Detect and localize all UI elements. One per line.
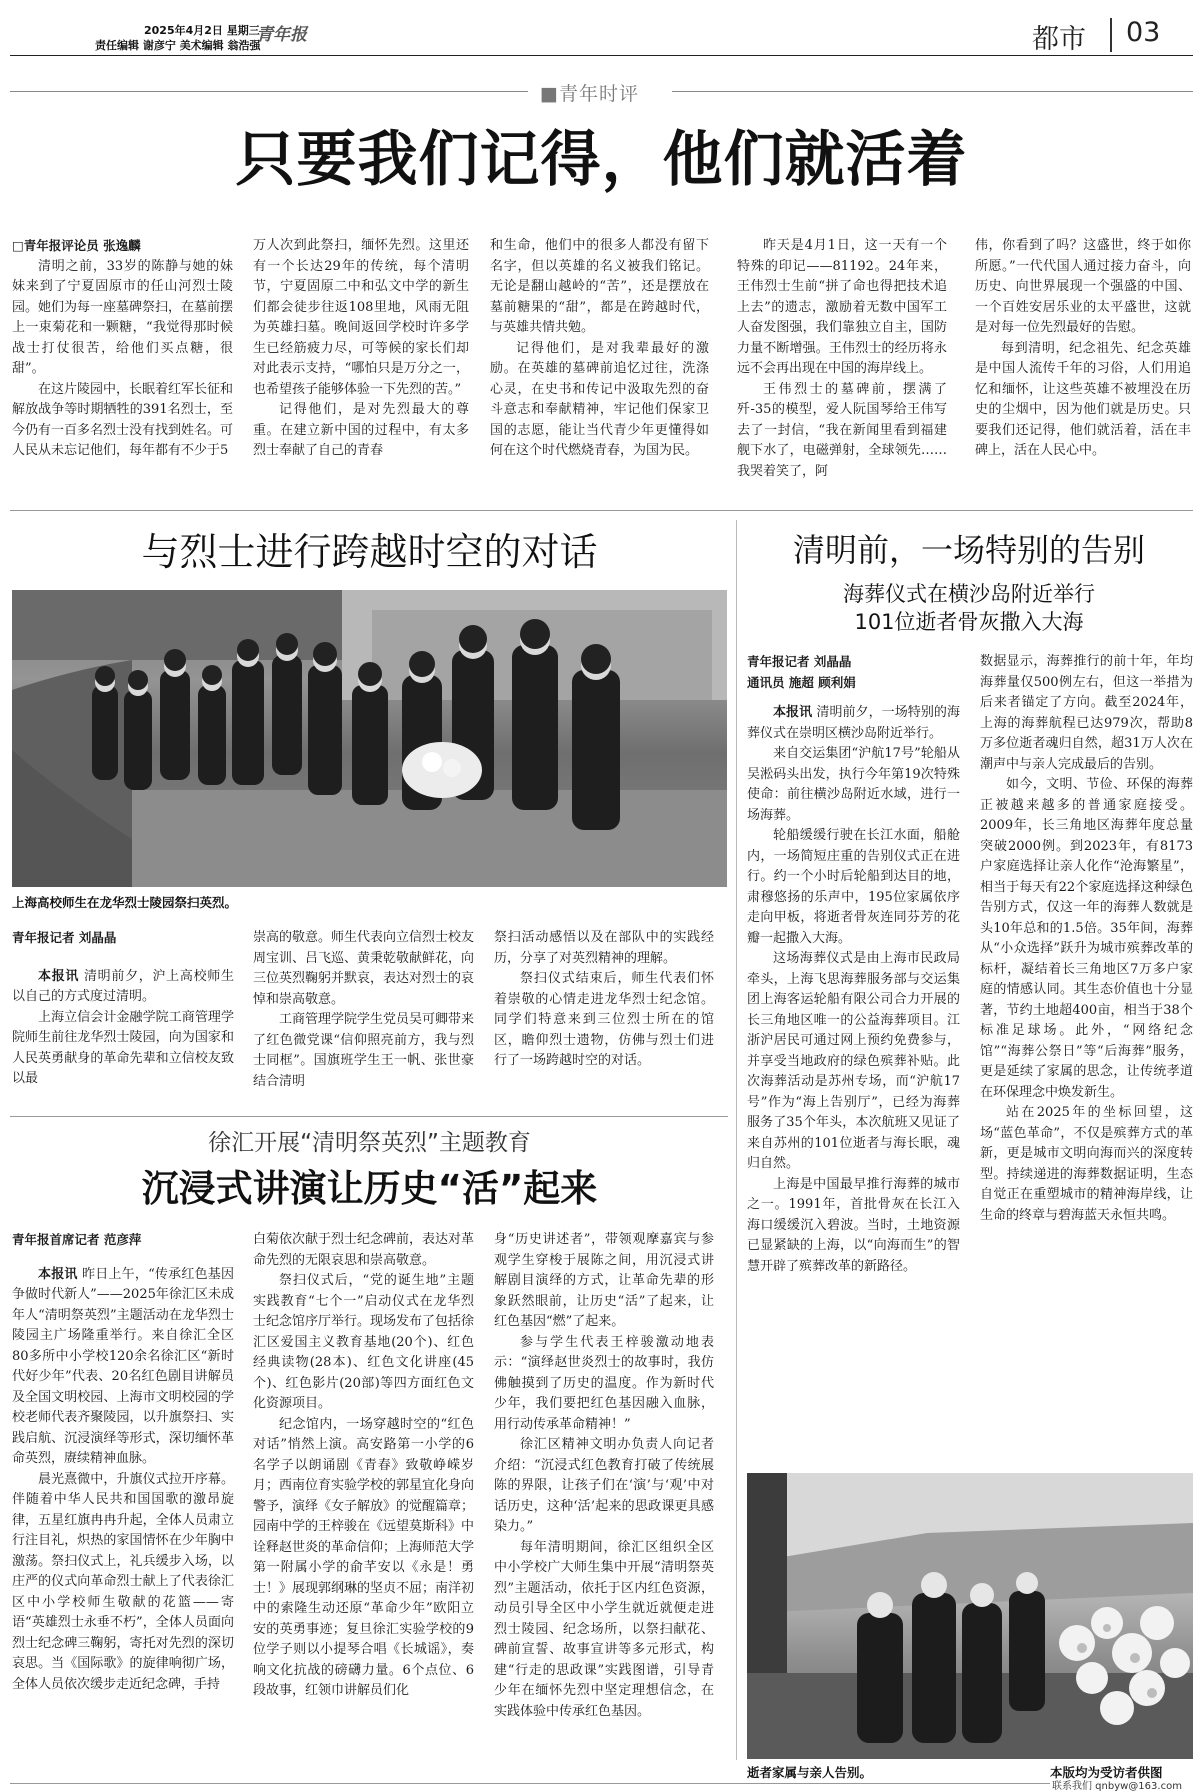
sea-burial-photo xyxy=(747,1473,1193,1759)
xuhui-paragraph: 参与学生代表王梓骏激动地表示：“演绎赵世炎烈士的故事时，我仿佛触摸到了历史的温度。作为新时代少年，我们要把红色基因融入血脉，用行动传承革命精神！” xyxy=(494,1334,714,1432)
sea-burial-byline-2: 通讯员 施超 顾利娟 xyxy=(747,674,856,690)
commentary-headline: 只要我们记得，他们就活着 xyxy=(235,125,968,195)
footer-rule xyxy=(10,1783,1050,1784)
kicker-rule-right xyxy=(672,91,1193,92)
dialogue-paragraph xyxy=(12,967,234,1008)
sea-burial-paragraph: 站在2025年的坐标回望，这场“蓝色革命”，不仅是殡葬方式的革新，更是城市文明向海而兴的深度转型。持续递进的海葬数据证明，生态自觉正在重塑城市的精神海岸线，让生命的终章与碧海蓝天永恒共鸣。 xyxy=(980,1105,1193,1223)
section-title: 都市 xyxy=(1032,24,1086,55)
commentary-paragraph: 清明之前，33岁的陈静与她的妹妹来到了宁夏固原市的任山河烈士陵园。她们为每一座墓碑祭扫，在墓前摆上一束菊花和一颗糖，“我觉得那时候战士打仗很苦，给他们买点糖，很甜”。 xyxy=(12,258,233,376)
xuhui-text: 昨日上午，“传承红色基因 争做时代新人”——2025年徐汇区未成年人“清明祭英烈”主题活动在龙华烈士陵园主广场隆重举行。来自徐汇全区80多所中小学校120余名徐汇区“新时代好少年”代表、20名红色剧目讲解员及全国文明校园、上海市文明校园的学校老师代表齐聚陵园，以升旗祭扫、实践启航、沉浸演绎等形式，深切缅怀革命英烈，赓续精神血脉。 xyxy=(12,1266,234,1466)
sea-burial-column-2 xyxy=(980,652,1193,1312)
dialogue-column-2 xyxy=(253,928,474,1108)
sea-burial-paragraph: 数据显示，海葬推行的前十年，年均海葬量仅500例左右，但这一举措为后来者锚定了方向。截至2024年，上海的海葬航程已达979次，帮助8万多位逝者魂归自然，超31万人次在潮声中与亲人完成最后的告别。 xyxy=(980,654,1193,772)
xuhui-paragraph: 晨光熹微中，升旗仪式拉开序幕。伴随着中华人民共和国国歌的激昂旋律，五星红旗冉冉升起，全体人员肃立行注目礼，炽热的家国情怀在少年胸中激荡。祭扫仪式上，礼兵缓步入场，以庄严的仪式向革命烈士献上了代表徐汇区中小学校师生敬献的花篮——寄语“英雄烈士永垂不朽”，全体人员面向烈士纪念碑三鞠躬，寄托对先烈的深切哀思。当《国际歌》的旋律响彻广场，全体人员依次缓步走近纪念碑，手持 xyxy=(12,1471,234,1692)
xuhui-byline: 青年报首席记者 范彦萍 xyxy=(12,1232,142,1247)
masthead xyxy=(0,0,1203,56)
xuhui-headline: 沉浸式讲演让历史“活”起来 xyxy=(141,1167,598,1210)
commentary-paragraph: 记得他们，是对我辈最好的激励。在英雄的墓碑前追忆过往，洗涤心灵，在史书和传记中汲取先烈的奋斗意志和奉献精神，牢记他们保家卫国的志愿，能让当代青少年更懂得如何在这个时代燃烧青春，为国为民。 xyxy=(490,340,709,458)
xuhui-column-1 xyxy=(12,1230,234,1770)
paper-logo xyxy=(256,20,307,45)
dialogue-paragraph: 工商管理学院学生党员吴可卿带来了红色微党课“信仰照亮前方，我与烈士同框”。国旗班学生王一帆、张世豪结合清明 xyxy=(253,1012,474,1089)
commentary-column-4 xyxy=(737,236,947,494)
xuhui-paragraph: 身“历史讲述者”，带领观摩嘉宾与参观学生穿梭于展陈之间，用沉浸式讲解剧目演绎的方式，让革命先辈的形象跃然眼前，让历史“活”了起来，让红色基因“燃”了起来。 xyxy=(494,1232,714,1329)
sea-burial-paragraph: 如今，文明、节俭、环保的海葬正被越来越多的普通家庭接受。2009年，长三角地区海葬年度总量突破2000例。到2023年，有8173户家庭选择让亲人化作“沧海繁星”，相当于每天有22个家庭选择这种绿色告别方式，仅这一年的海葬人数就是头10年总和的1.5倍。35年间，海葬从“小众选择”跃升为城市殡葬改革的标杆，凝结着长三角地区7万多户家庭的情感认同。其生态价值也十分显著，节约土地超400亩，相当于38个标准足球场。此外，“网络纪念馆”“海葬公祭日”等“后海葬”服务，更是延续了家属的思念，让传统孝道在环保理念中焕发新生。 xyxy=(980,777,1193,1100)
dialogue-paragraph: 崇高的敬意。师生代表向立信烈士校友周宝训、吕飞巡、黄秉乾敬献鲜花，向三位英烈鞠躬并默哀，表达对烈士的哀悼和崇高敬意。 xyxy=(253,930,474,1007)
masthead-editors: 责任编辑 谢彦宁 美术编辑 翁浩强 xyxy=(95,39,261,52)
dialogue-column-3 xyxy=(494,928,714,1108)
xuhui-column-2 xyxy=(253,1230,474,1770)
sea-burial-text: 清明前夕，一场特别的海葬仪式在崇明区横沙岛附近举行。 xyxy=(747,705,960,741)
sea-farewell-image xyxy=(747,1473,1193,1759)
commentary-bottom-rule xyxy=(10,510,1193,511)
xuhui-paragraph: 白菊依次献于烈士纪念碑前，表达对革命先烈的无限哀思和崇高敬意。 xyxy=(253,1232,474,1268)
dialogue-photo xyxy=(12,590,727,887)
dialogue-photo-caption: 上海高校师生在龙华烈士陵园祭扫英烈。 xyxy=(12,895,238,910)
footer-contact: 联系我们 qnbyw@163.com xyxy=(1052,1781,1182,1792)
xuhui-paragraph: 徐汇区精神文明办负责人向记者介绍：“沉浸式红色教育打破了传统展陈的界限，让孩子们在‘演’与‘观’中对话历史，这种‘活’起来的思政课更具感染力。” xyxy=(494,1437,714,1534)
sea-burial-paragraph xyxy=(747,703,960,744)
section-divider xyxy=(1110,18,1112,52)
sea-burial-paragraph: 这场海葬仪式是由上海市民政局牵头，上海飞思海葬服务部与交运集团上海客运轮船有限公司合力开展的长三角地区唯一的公益海葬项目。江浙沪居民可通过网上预约免费参与，并享受当地政府的绿色殡葬补贴。此次海葬活动是苏州专场，而“沪航17号”作为“海上告别厅”，已经为海葬服务了35个年头，本次航班又见证了来自苏州的101位逝者与海长眠，魂归自然。 xyxy=(747,951,960,1171)
xuhui-paragraph: 祭扫仪式后，“党的诞生地”主题实践教育“七个一”启动仪式在龙华烈士纪念馆序厅举行。现场发布了包括徐汇区爱国主义教育基地(20个)、红色经典读物(28本)、红色文化讲座(45个)、红色影片(20部)等四方面红色文化资源项目。 xyxy=(253,1273,474,1411)
dialogue-paragraph: 祭扫仪式结束后，师生代表们怀着崇敬的心情走进龙华烈士纪念馆。同学们特意来到三位烈士所在的馆区，瞻仰烈士遗物，仿佛与烈士们进行了一场跨越时空的对话。 xyxy=(494,971,714,1068)
commentary-paragraph: 在这片陵园中，长眠着红军长征和解放战争等时期牺牲的391名烈士，至今仍有一百多名烈士没有找到姓名。可人民从未忘记他们，每年都有不少于5 xyxy=(12,381,233,458)
sea-burial-byline-1: 青年报记者 刘晶晶 xyxy=(747,654,852,669)
sea-burial-paragraph: 上海是中国最早推行海葬的城市之一。1991年，首批骨灰在长江入海口缓缓沉入碧波。当时，土地资源已显紧缺的上海，以“向海而生”的智慧开辟了殡葬改革的新路径。 xyxy=(747,1176,960,1274)
sea-burial-subhead-2: 101位逝者骨灰撒入大海 xyxy=(854,610,1084,634)
dialogue-text: 清明前夕，沪上高校师生以自己的方式度过清明。 xyxy=(12,968,234,1004)
sea-burial-paragraph: 来自交运集团“沪航17号”轮船从吴淞码头出发，执行今年第19次特殊使命：前往横沙岛附近水域，进行一场海葬。 xyxy=(747,746,960,823)
commentary-paragraph: 记得他们，是对先烈最大的尊重。在建立新中国的过程中，有太多烈士奉献了自己的青春 xyxy=(253,402,469,458)
xuhui-column-3 xyxy=(494,1230,714,1770)
commentary-paragraph: 伟，你看到了吗？这盛世，终于如你所愿。”一代代国人通过接力奋斗，向历史、向世界展现一个强盛的中国、一个百姓安居乐业的太平盛世，这就是对每一位先烈最好的告慰。 xyxy=(975,238,1191,335)
xuhui-paragraph: 纪念馆内，一场穿越时空的“红色对话”悄然上演。高安路第一小学的6名学子以朗诵剧《青春》致敬峥嵘岁月；西南位育实验学校的郭星宜化身向警予，演绎《女子解放》的觉醒篇章；园南中学的王梓骏在《远望莫斯科》中诠释赵世炎的革命信仰；上海师范大学第一附属小学的俞芊安以《永是！勇士！》展现郭纲琳的坚贞不屈；南洋初中的索隆生动还原“革命少年”欧阳立安的英勇事迹；复旦徐汇实验学校的9位学子则以小提琴合唱《长城谣》，奏响文化抗战的磅礴力量。6个点位、6段故事，红领巾讲解员们化 xyxy=(253,1416,474,1698)
commentary-kicker: ■青年时评 xyxy=(540,83,639,105)
commentary-column-2 xyxy=(253,236,469,494)
sea-burial-headline: 清明前，一场特别的告别 xyxy=(792,531,1145,569)
dialogue-column-1 xyxy=(12,928,234,1108)
commentary-paragraph: 王伟烈士的墓碑前，摆满了歼-35的模型，爱人阮国琴给王伟写去了一封信，“我在新闻里看到福建舰下水了，电磁弹射，全球领先……我哭着笑了，阿 xyxy=(737,381,947,479)
commentary-column-5 xyxy=(975,236,1191,494)
dialogue-byline: 青年报记者 刘晶晶 xyxy=(12,930,117,945)
sea-burial-lead: 本报讯 xyxy=(773,705,813,720)
paper-logo-text: 青年报 xyxy=(256,25,307,45)
sea-burial-photo-caption: 逝者家属与亲人告别。 xyxy=(747,1765,873,1780)
commentary-paragraph: 和生命，他们中的很多人都没有留下名字，但以英雄的名义被我们铭记。无论是翻山越岭的“苦”，还是摆放在墓前糖果的“甜”，都是在跨越时代，与英雄共情共勉。 xyxy=(490,238,709,335)
dialogue-paragraph: 上海立信会计金融学院工商管理学院师生前往龙华烈士陵园，向为国家和人民英勇献身的革命先辈和立信校友致以最 xyxy=(12,1009,234,1086)
sea-burial-paragraph: 轮船缓缓行驶在长江水面，船舱内，一场简短庄重的告别仪式正在进行。约一个小时后轮船到达目的地，肃穆悠扬的乐声中，195位家属依序走向甲板，将逝者骨灰连同芬芳的花瓣一起撒入大海。 xyxy=(747,828,960,946)
commentary-column-3 xyxy=(490,236,709,494)
dialogue-paragraph: 祭扫活动感悟以及在部队中的实践经历，分享了对英烈精神的理解。 xyxy=(494,930,714,966)
memorial-scene-image xyxy=(12,590,727,887)
dialogue-lead: 本报讯 xyxy=(38,968,80,984)
commentary-paragraph: 每到清明，纪念祖先、纪念英雄是中国人流传千年的习俗，人们用追忆和缅怀，让这些英雄不被埋没在历史的尘烟中，因为他们就是历史。只要我们还记得，他们就活着，活在丰碑上，活在人民心中。 xyxy=(975,340,1191,458)
commentary-paragraph: 昨天是4月1日，这一天有一个特殊的印记——81192。24年来，王伟烈士生前“拼了命也得把技术追上去”的遗志，激励着无数中国军工人奋发图强，我们靠独立自主，国防力量不断增强。王伟烈士的经历将永远不会再出现在中国的海岸线上。 xyxy=(737,238,947,376)
commentary-column-1 xyxy=(12,236,233,494)
photo-credit: 本版均为受访者供图 xyxy=(1050,1765,1163,1780)
sea-burial-subhead-1: 海葬仪式在横沙岛附近举行 xyxy=(843,582,1095,606)
xuhui-lead: 本报讯 xyxy=(38,1266,78,1282)
kicker-rule-left xyxy=(10,91,528,92)
masthead-rule xyxy=(10,55,1193,56)
column-separator xyxy=(736,520,737,1760)
commentary-paragraph: 万人次到此祭扫，缅怀先烈。这里还有一个长达29年的传统，每个清明节，宁夏固原二中和弘文中学的新生们都会徒步往返108里地，风雨无阻为英雄扫墓。晚间返回学校时许多学生已经筋疲力尽，可等候的家长们却对此表示支持，“哪怕只是万分之一，也希望孩子能够体验一下先烈的苦。” xyxy=(253,238,469,397)
masthead-date: 2025年4月2日 星期三 xyxy=(144,24,260,37)
page-number: 03 xyxy=(1126,17,1161,48)
xuhui-paragraph xyxy=(12,1265,234,1470)
xuhui-subhead: 徐汇开展“清明祭英烈”主题教育 xyxy=(208,1130,531,1156)
dialogue-bottom-rule xyxy=(10,1116,728,1117)
xuhui-paragraph: 每年清明期间，徐汇区组织全区中小学校广大师生集中开展“清明祭英烈”主题活动，依托于区内红色资源，动员引导全区中小学生就近就便走进烈士陵园、纪念场所，以祭扫献花、碑前宣誓、故事宣讲等多元形式，构建“行走的思政课”实践图谱，引导青少年在缅怀先烈中坚定理想信念，在实践体验中传承红色基因。 xyxy=(494,1539,714,1719)
commentary-byline: □青年报评论员 张逸麟 xyxy=(12,238,141,253)
dialogue-headline: 与烈士进行跨越时空的对话 xyxy=(141,530,598,574)
